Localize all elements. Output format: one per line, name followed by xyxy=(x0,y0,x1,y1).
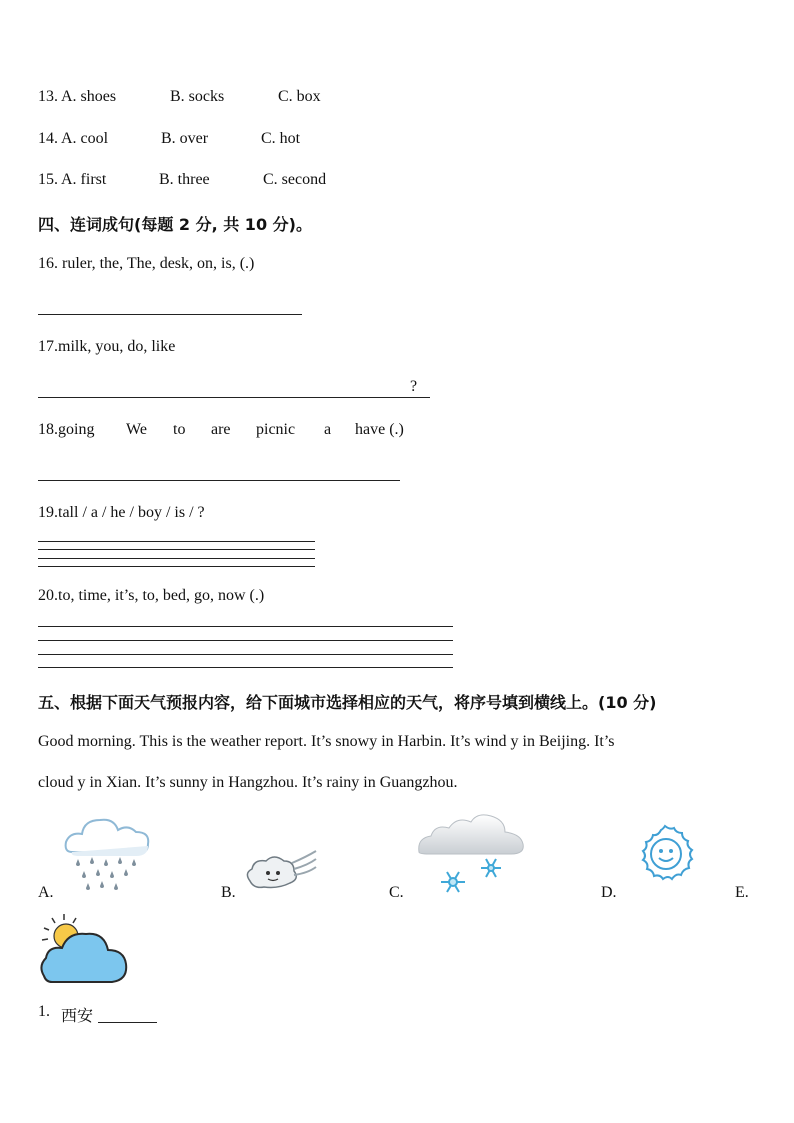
option-label-e: E. xyxy=(735,884,749,901)
word: picnic xyxy=(256,421,296,438)
passage-line-1: Good morning. This is the weather report. It’s snowy in Harbin. It’s wind y in Beijing. It’s xyxy=(38,733,615,750)
writing-line xyxy=(38,549,315,550)
question-17: 17.milk, you, do, like xyxy=(38,338,176,355)
option-b: B. socks xyxy=(170,88,225,105)
question-mark: ? xyxy=(410,378,418,395)
option-c: C. box xyxy=(278,88,321,105)
writing-line xyxy=(38,626,453,627)
city-name: 西安 xyxy=(61,1006,94,1025)
option-b: B. over xyxy=(161,130,209,147)
writing-line xyxy=(38,654,453,655)
option-label-d: D. xyxy=(601,884,617,901)
option-a: A. first xyxy=(61,171,107,188)
word: have (.) xyxy=(355,421,404,438)
rain-cloud-icon xyxy=(62,812,154,896)
option-a: A. shoes xyxy=(61,88,117,105)
word: are xyxy=(211,421,231,438)
question-20: 20.to, time, it’s, to, bed, go, now (.) xyxy=(38,587,265,604)
option-a: A. cool xyxy=(61,130,109,147)
wind-cloud-icon xyxy=(244,847,318,895)
writing-line xyxy=(38,566,315,567)
option-b: B. three xyxy=(159,171,210,188)
choice-number: 14. xyxy=(38,130,58,147)
question-19: 19.tall / a / he / boy / is / ? xyxy=(38,504,205,521)
word: a xyxy=(324,421,332,438)
option-label-a: A. xyxy=(38,884,54,901)
answer-number: 1. xyxy=(38,1003,50,1020)
writing-line xyxy=(38,558,315,559)
word: to xyxy=(173,421,186,438)
snow-cloud-icon xyxy=(415,810,527,900)
answer-blank[interactable] xyxy=(98,1022,157,1023)
section-4-heading: 四、连词成句(每题 2 分, 共 10 分)。 xyxy=(38,215,312,234)
writing-line xyxy=(38,640,453,641)
answer-line-16[interactable] xyxy=(38,314,302,315)
option-c: C. second xyxy=(263,171,327,188)
option-label-b: B. xyxy=(221,884,236,901)
answer-line-18[interactable] xyxy=(38,480,400,481)
sun-cloud-icon xyxy=(38,910,130,986)
sun-icon xyxy=(630,824,700,890)
section-5-heading: 五、根据下面天气预报内容，给下面城市选择相应的天气，将序号填到横线上。(10 分) xyxy=(38,693,657,712)
question-16: 16. ruler, the, The, desk, on, is, (.) xyxy=(38,255,255,272)
choice-number: 13. xyxy=(38,88,58,105)
writing-line xyxy=(38,667,453,668)
answer-line-17[interactable] xyxy=(38,397,430,398)
choice-number: 15. xyxy=(38,171,58,188)
word: 18.going xyxy=(38,421,95,438)
writing-line xyxy=(38,541,315,542)
option-c: C. hot xyxy=(261,130,301,147)
passage-line-2: cloud y in Xian. It’s sunny in Hangzhou. It’s rainy in Guangzhou. xyxy=(38,774,458,791)
option-label-c: C. xyxy=(389,884,404,901)
word: We xyxy=(126,421,147,438)
